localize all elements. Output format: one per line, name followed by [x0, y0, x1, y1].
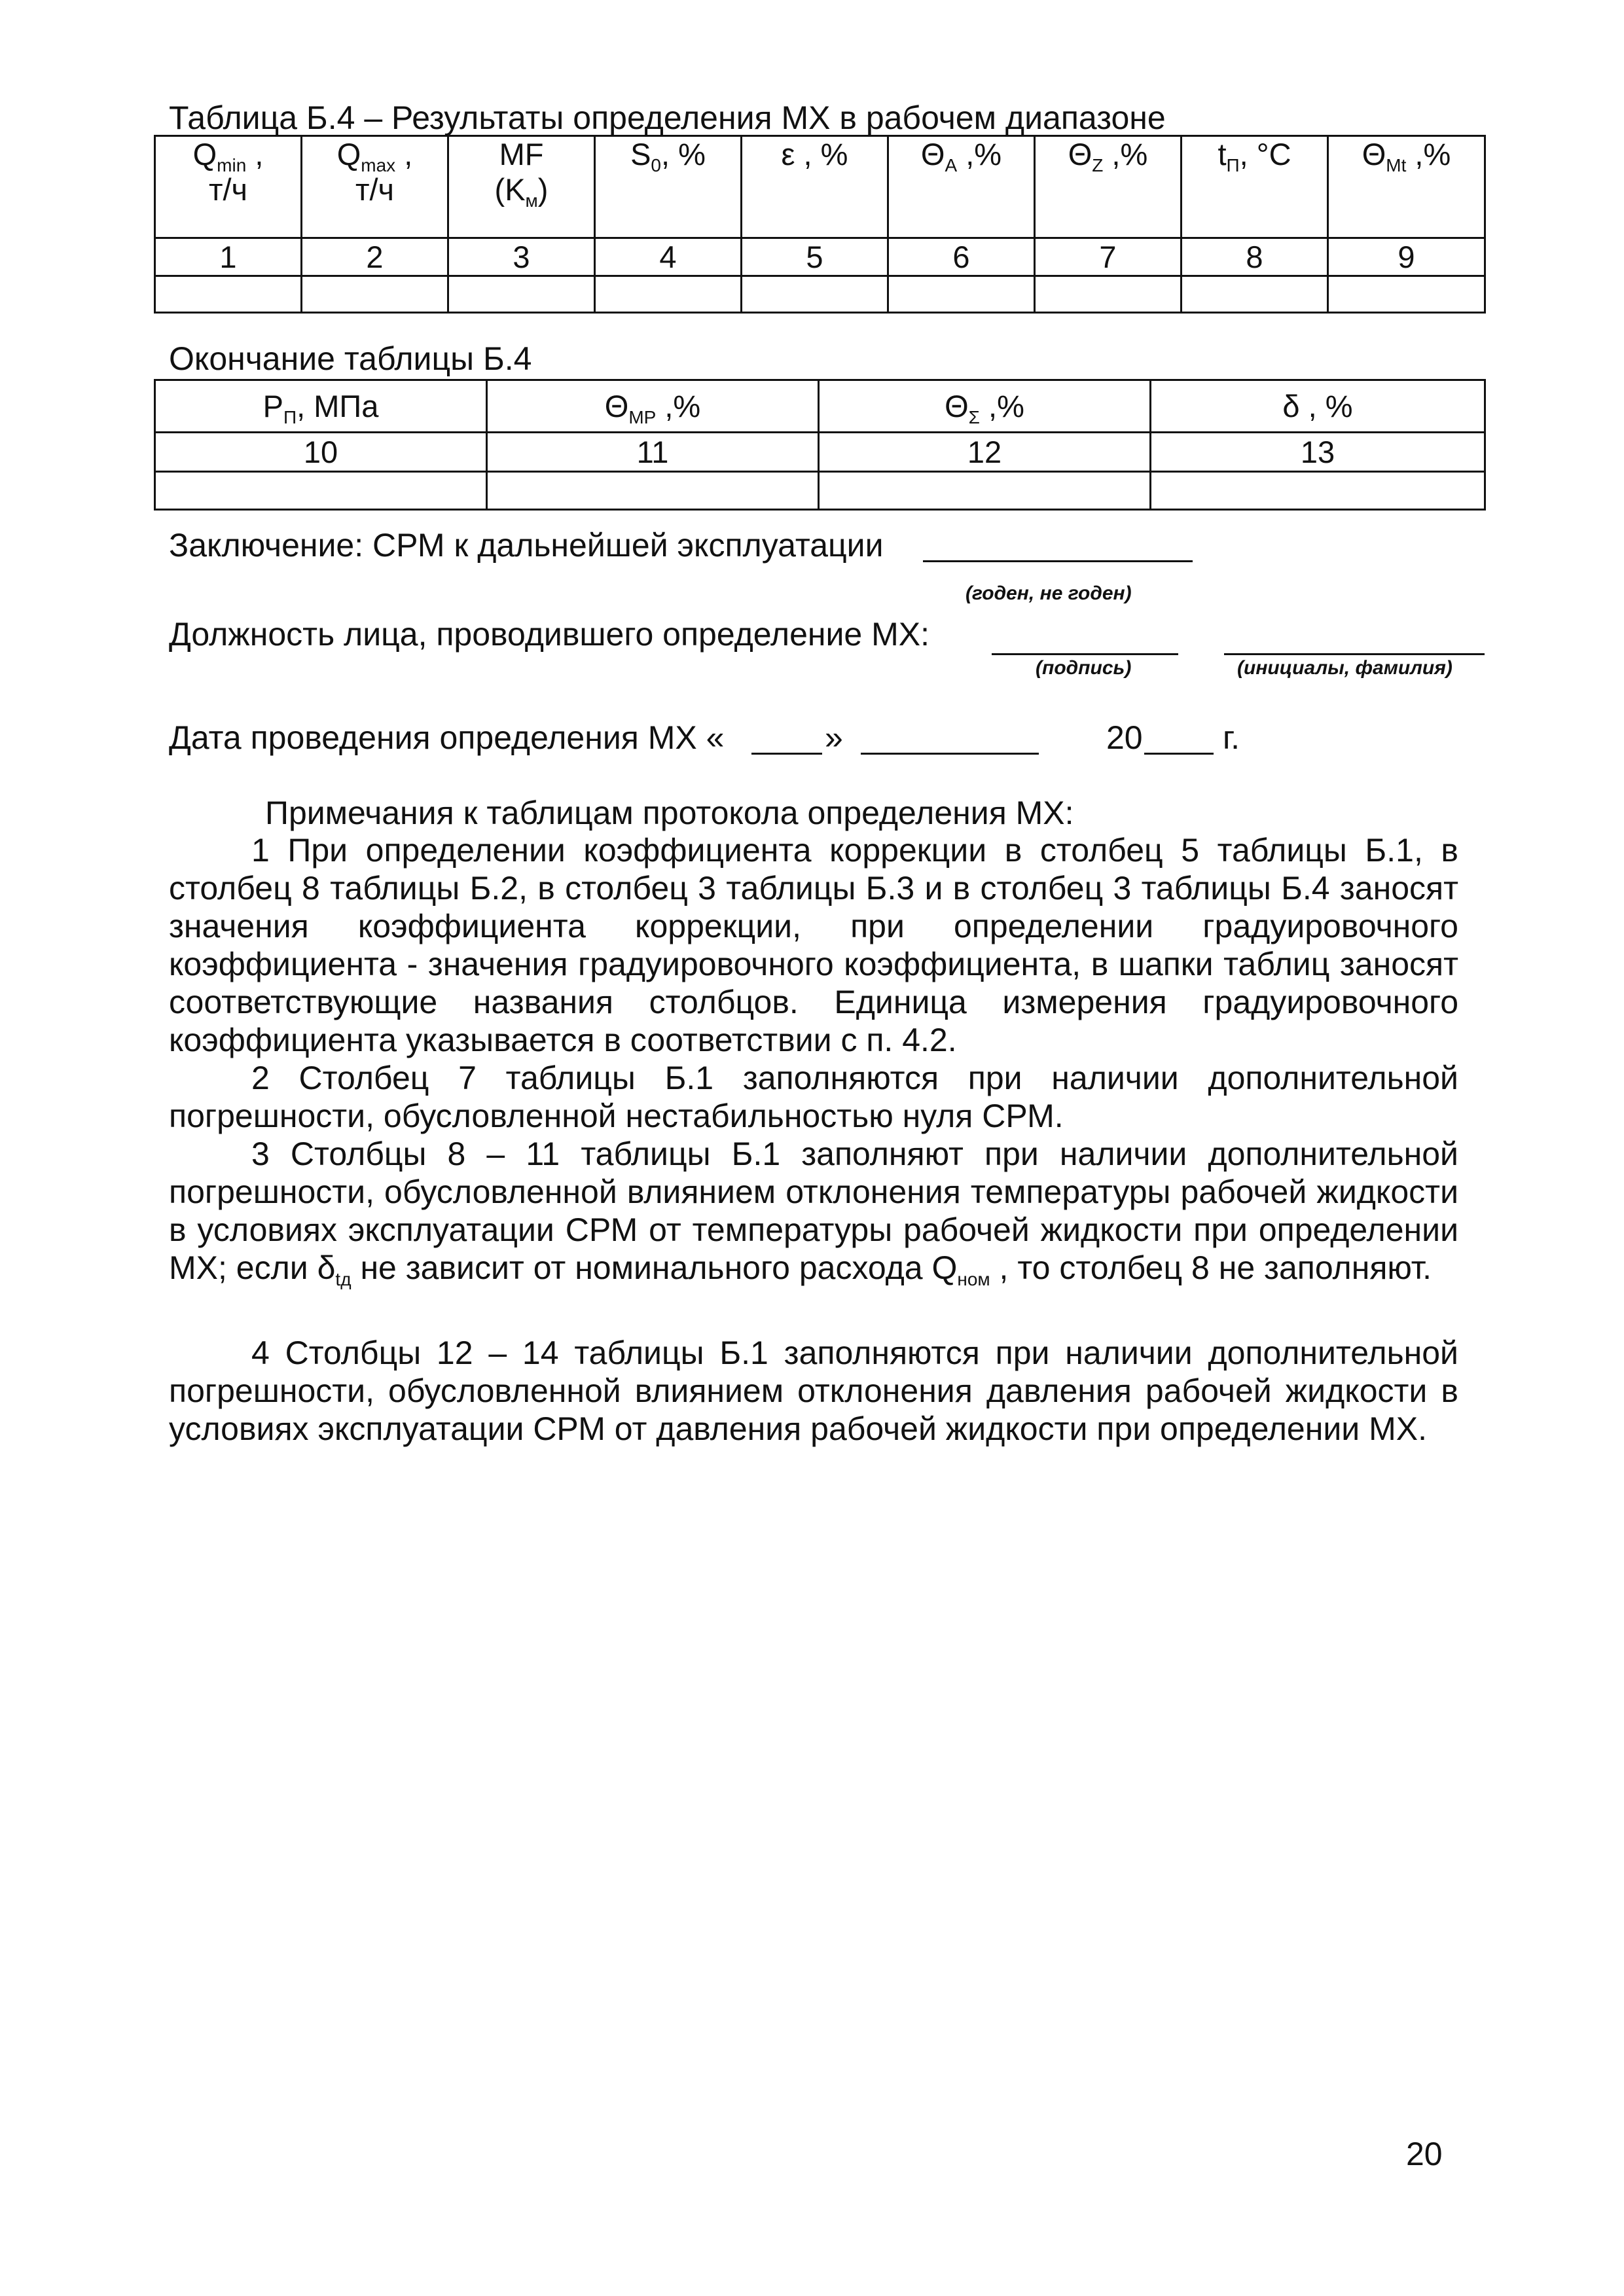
- signature-caption: (подпись): [1036, 657, 1132, 679]
- empty-cell: [155, 472, 487, 510]
- empty-data-row: [155, 472, 1485, 510]
- note-1: 1 При определении коэффициента коррекции в столбец 5 таблицы Б.1, в столбец 8 таблицы Б.2, в столбец 3 таблицы Б.3 и в столбец 3 таблицы Б.4 заносят значения коэффициента коррекции, при определении градуировочного коэффициента - значения градуировочного коэффициента, в шапки таблиц заносят соответствующие названия столбцов. Единица измерения градуировочного коэффициента указывается в соответствии с п. 4.2.: [169, 832, 1458, 1058]
- header-cell-s0: $S_0$, %: [595, 136, 742, 238]
- column-number: 11: [487, 433, 819, 472]
- continuation-title: Окончание таблицы Б.4: [169, 340, 532, 377]
- date-day-line[interactable]: [751, 719, 822, 755]
- header-cell-theta-a: $\Theta_A$ ,%: [888, 136, 1035, 238]
- column-number: 7: [1035, 238, 1182, 276]
- column-number: 10: [155, 433, 487, 472]
- conclusion-label: Заключение: СРМ к дальнейшей эксплуатации: [169, 527, 884, 564]
- empty-data-row: [155, 276, 1485, 313]
- column-number: 3: [448, 238, 595, 276]
- note-4: 4 Столбцы 12 – 14 таблицы Б.1 заполняются при наличии дополнительной погрешности, обусловленной влиянием отклонения давления рабочей жидкости в условиях эксплуатации СРМ от давления рабочей жидкости при определении МХ.: [169, 1335, 1458, 1447]
- header-cell-pressure: $P_П$, МПа: [155, 380, 487, 433]
- empty-cell: [155, 276, 302, 313]
- empty-cell: [1035, 276, 1182, 313]
- empty-cell: [1328, 276, 1485, 313]
- results-table: [154, 135, 1486, 314]
- date-year-prefix: 20: [1106, 719, 1143, 756]
- header-cell-epsilon: ε , %: [742, 136, 888, 238]
- position-label: Должность лица, проводившего определение МХ:: [169, 616, 930, 653]
- column-number: 1: [155, 238, 302, 276]
- column-number-row: [155, 433, 1485, 472]
- empty-cell: [595, 276, 742, 313]
- note-2: 2 Столбец 7 таблицы Б.1 заполняются при наличии дополнительной погрешности, обусловленной нестабильностью нуля СРМ.: [169, 1060, 1458, 1134]
- empty-cell: [888, 276, 1035, 313]
- column-number: 2: [302, 238, 448, 276]
- header-cell-qmin: $Q_{min}$ , т/ч: [155, 136, 302, 238]
- note-3: 3 Столбцы 8 – 11 таблицы Б.1 заполняют при наличии дополнительной погрешности, обусловленной влиянием отклонения температуры рабочей жидкости в условиях эксплуатации СРМ от температуры рабочей жидкости при определении МХ; если $\delta_{tд}$ не зависит от номинального расхода $Q_{ном}$ , то столбец 8 не заполняют.: [169, 1136, 1458, 1289]
- name-caption: (инициалы, фамилия): [1237, 657, 1453, 679]
- empty-cell: [819, 472, 1151, 510]
- column-number: 8: [1182, 238, 1328, 276]
- name-input-line[interactable]: [1224, 619, 1485, 655]
- table-header-row: [155, 136, 1485, 238]
- date-close-quote: »: [825, 719, 843, 756]
- header-cell-theta-mp: $\Theta_{MP}$ ,%: [487, 380, 819, 433]
- date-month-line[interactable]: [861, 719, 1039, 755]
- header-cell-mf: MF $(K_м)$: [448, 136, 595, 238]
- column-number: 9: [1328, 238, 1485, 276]
- empty-cell: [1151, 472, 1485, 510]
- table-title: Таблица Б.4 – Результаты определения МХ в рабочем диапазоне: [169, 99, 1166, 136]
- date-year-line[interactable]: [1144, 719, 1214, 755]
- date-label: Дата проведения определения МХ «: [169, 719, 725, 756]
- empty-cell: [1182, 276, 1328, 313]
- empty-cell: [742, 276, 888, 313]
- empty-cell: [302, 276, 448, 313]
- header-cell-qmax: $Q_{max}$ , т/ч: [302, 136, 448, 238]
- column-number-row: [155, 238, 1485, 276]
- date-year-suffix: г.: [1223, 719, 1240, 756]
- column-number: 5: [742, 238, 888, 276]
- column-number: 12: [819, 433, 1151, 472]
- header-cell-theta-z: $\Theta_Z$ ,%: [1035, 136, 1182, 238]
- column-number: 13: [1151, 433, 1485, 472]
- column-number: 6: [888, 238, 1035, 276]
- empty-cell: [448, 276, 595, 313]
- empty-cell: [487, 472, 819, 510]
- notes-heading: Примечания к таблицам протокола определения МХ:: [265, 795, 1074, 831]
- conclusion-input-line[interactable]: [923, 526, 1193, 562]
- page-number: 20: [1406, 2136, 1443, 2172]
- header-cell-theta-sigma: $\Theta_\Sigma$ ,%: [819, 380, 1151, 433]
- column-number: 4: [595, 238, 742, 276]
- signature-input-line[interactable]: [992, 619, 1178, 655]
- results-table-continuation: [154, 379, 1486, 511]
- conclusion-caption: (годен, не годен): [965, 583, 1132, 604]
- header-cell-delta: δ , %: [1151, 380, 1485, 433]
- header-cell-temperature: $t_П$, °C: [1182, 136, 1328, 238]
- table-header-row: [155, 380, 1485, 433]
- header-cell-theta-mt: $\Theta_{Mt}$ ,%: [1328, 136, 1485, 238]
